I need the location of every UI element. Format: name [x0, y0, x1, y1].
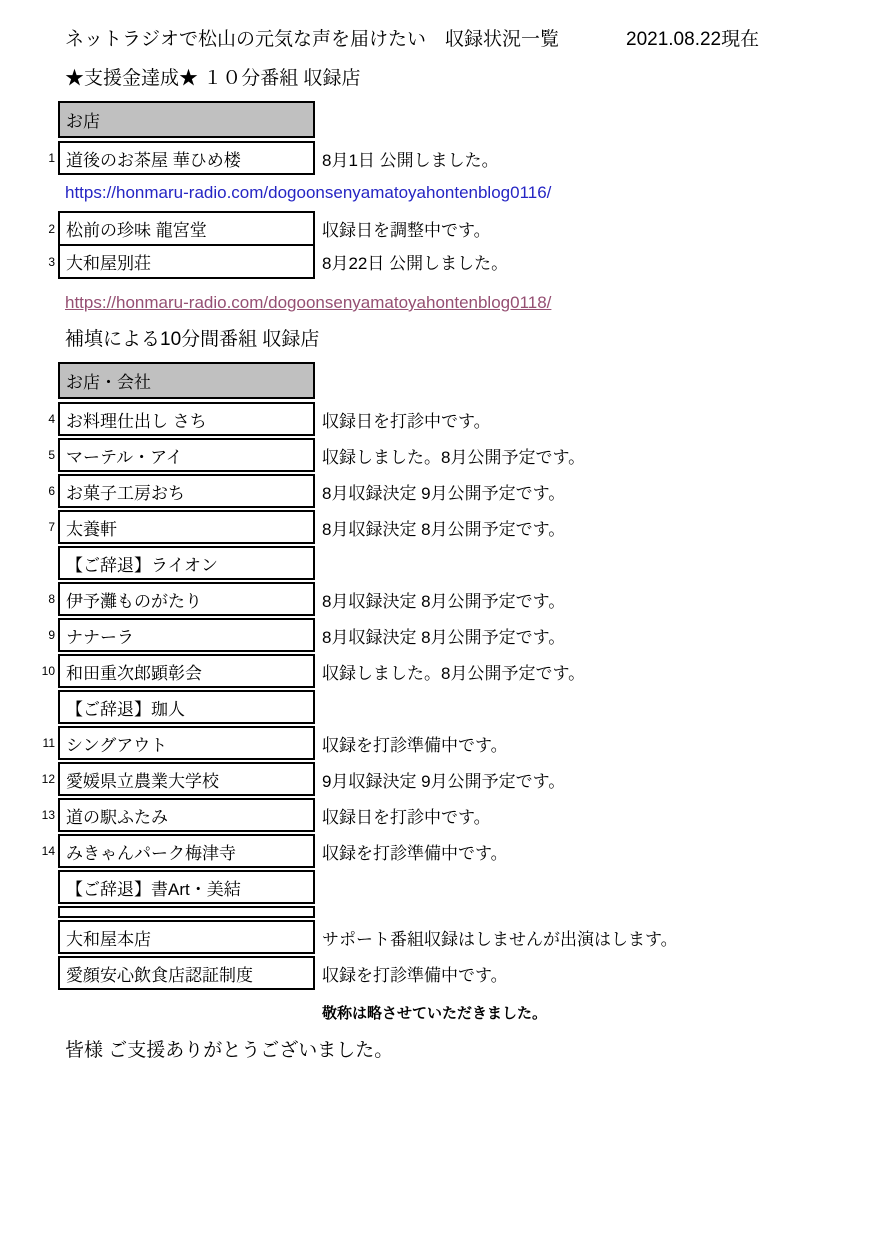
shop-name-cell: 太養軒: [58, 510, 315, 544]
row-number: [28, 870, 58, 904]
shop-name-cell: お料理仕出し さち: [58, 402, 315, 436]
table-row-declined: [28, 546, 888, 580]
shop-name-cell: 松前の珍味 龍宮堂: [58, 211, 315, 246]
row-number: 12: [41, 772, 55, 786]
shop-name-cell: 【ご辞退】珈人: [58, 690, 315, 724]
shop-name-cell: ナナーラ: [58, 618, 315, 652]
table-row: [28, 474, 888, 508]
row-status: サポート番組収録はしませんが出演はします。: [322, 929, 678, 949]
shop-name-cell: 愛媛県立農業大学校: [58, 762, 315, 796]
section-achieved-heading: ★支援金達成★ １０分番組 収録店: [65, 68, 361, 89]
table-row-declined: [28, 870, 888, 904]
table-row: [28, 402, 888, 436]
row-status: 収録日を打診中です。: [322, 807, 491, 827]
row-number: [28, 690, 58, 724]
shop-name-cell: 伊予灘ものがたり: [58, 582, 315, 616]
table-row: [28, 798, 888, 832]
row-number: 3: [48, 254, 55, 269]
row-number: [28, 546, 58, 580]
link-line: [65, 182, 888, 204]
row-status: 収録しました。8月公開予定です。: [322, 663, 586, 683]
table-row: [28, 762, 888, 796]
table-row: [28, 654, 888, 688]
table-header-row: [28, 362, 888, 399]
row-number: 1: [48, 151, 55, 165]
table-row-declined: [28, 690, 888, 724]
table-row: [28, 618, 888, 652]
document-title-row: [65, 28, 828, 52]
row-number: 14: [41, 844, 55, 858]
empty-cell: [58, 906, 315, 918]
row-status: 8月収録決定 8月公開予定です。: [322, 519, 566, 539]
row-number: 9: [48, 628, 55, 642]
honorifics-note: 敬称は略させていただきました。: [322, 1005, 548, 1022]
row-number: 10: [41, 664, 55, 678]
column-header-oshop: お店: [58, 101, 315, 138]
row-number: 8: [48, 592, 55, 606]
shop-name-cell: 【ご辞退】書Art・美結: [58, 870, 315, 904]
table-row: [28, 726, 888, 760]
table-row: [28, 244, 888, 279]
hoten-table: [0, 362, 888, 990]
section-hoten-heading: 補填による10分間番組 収録店: [65, 329, 320, 350]
table-header-row: [28, 101, 888, 138]
row-number: 13: [41, 808, 55, 822]
row-status: 8月1日 公開しました。: [322, 150, 499, 170]
shop-name-cell: 大和屋本店: [58, 920, 315, 954]
row-status: 8月22日 公開しました。: [322, 254, 509, 273]
row-status: 収録日を調整中です。: [322, 221, 491, 240]
row-number: 7: [48, 520, 55, 534]
shop-name-cell: 【ご辞退】ライオン: [58, 546, 315, 580]
row-status: 収録を打診準備中です。: [322, 965, 508, 985]
table-row-empty: [28, 906, 888, 918]
achieved-table: [0, 101, 888, 314]
as-of-date: 2021.08.22現在: [626, 29, 760, 50]
table-row: [28, 211, 888, 246]
row-status: 8月収録決定 9月公開予定です。: [322, 483, 566, 503]
closing-thanks: 皆様 ご支援ありがとうございました。: [65, 1040, 394, 1061]
shop-name-cell: 道後のお茶屋 華ひめ楼: [58, 141, 315, 175]
row-status: 収録しました。8月公開予定です。: [322, 447, 586, 467]
table-row: [28, 956, 888, 990]
shop-name-cell: マーテル・アイ: [58, 438, 315, 472]
shop-name-cell: シングアウト: [58, 726, 315, 760]
row-status: 8月収録決定 8月公開予定です。: [322, 627, 566, 647]
table-row: [28, 920, 888, 954]
broadcast-link-0116[interactable]: https://honmaru-radio.com/dogoonsenyamatoyahontenblog0116/: [65, 183, 552, 202]
row-status: 9月収録決定 9月公開予定です。: [322, 771, 566, 791]
shop-name-cell: みきゃんパーク梅津寺: [58, 834, 315, 868]
column-header-shop-company: お店・会社: [58, 362, 315, 399]
link-line: [65, 292, 888, 314]
row-number: 4: [48, 412, 55, 426]
shop-name-cell: 道の駅ふたみ: [58, 798, 315, 832]
shop-name-cell: 愛顔安心飲食店認証制度: [58, 956, 315, 990]
row-status: 収録を打診準備中です。: [322, 735, 508, 755]
table-row: [28, 141, 888, 175]
page-title: ネットラジオで松山の元気な声を届けたい 収録状況一覧: [65, 29, 560, 50]
row-number: 6: [48, 484, 55, 498]
row-status: 8月収録決定 8月公開予定です。: [322, 591, 566, 611]
row-status: 収録日を打診中です。: [322, 411, 491, 431]
row-number: 2: [48, 221, 55, 236]
table-row: [28, 438, 888, 472]
row-number: 5: [48, 448, 55, 462]
row-number: 11: [42, 736, 55, 750]
table-row: [28, 834, 888, 868]
shop-name-cell: お菓子工房おち: [58, 474, 315, 508]
shop-name-cell: 和田重次郎顕彰会: [58, 654, 315, 688]
row-status: 収録を打診準備中です。: [322, 843, 508, 863]
table-row: [28, 582, 888, 616]
shop-name-cell: 大和屋別荘: [58, 244, 315, 279]
table-row: [28, 510, 888, 544]
broadcast-link-0118[interactable]: https://honmaru-radio.com/dogoonsenyamatoyahontenblog0118/: [65, 293, 552, 312]
